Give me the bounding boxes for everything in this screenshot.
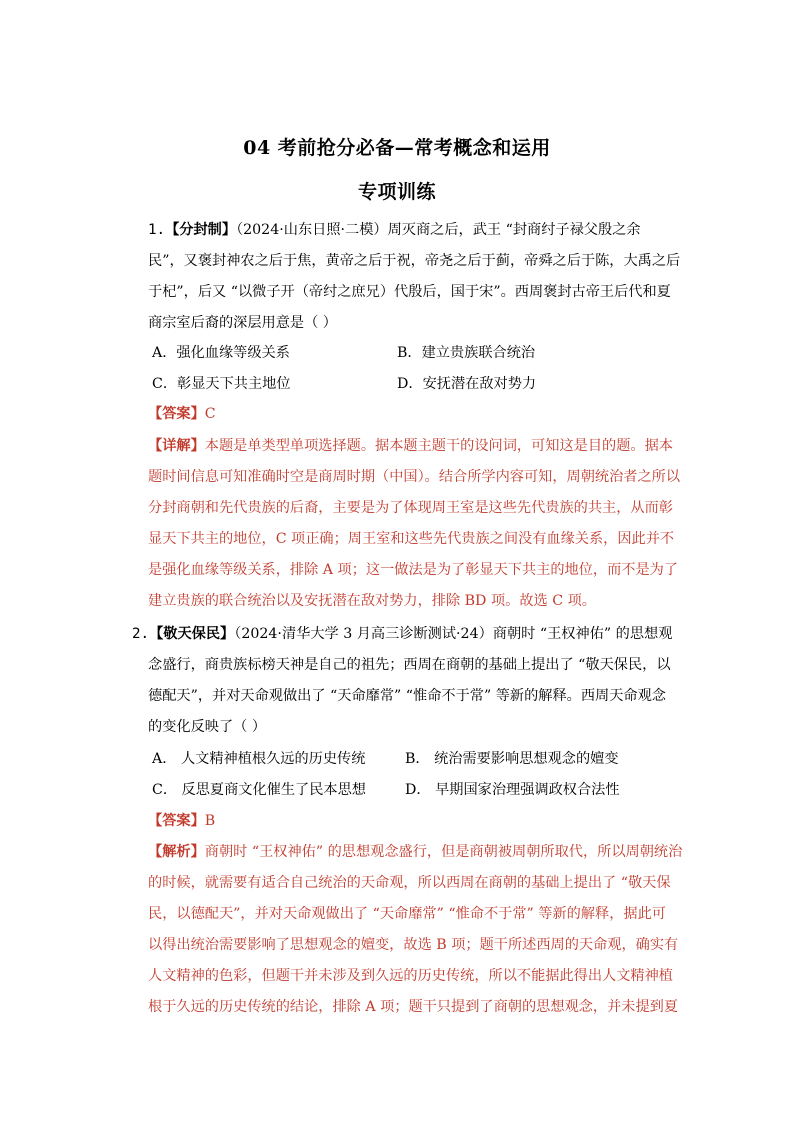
question-2-stem-text-1: （2024·清华大学 3 月高三诊断测试·24）商朝时 “王权神佑” 的思想观 [234, 626, 673, 642]
question-2-stem-line-1 [132, 624, 672, 644]
question-1-stem-line-3: 于杞”，后又 “以微子开（帝纣之庶兄）代殷后，国于宋”。西周褒封古帝王后代和夏 [148, 284, 671, 300]
question-1-explain-text-1: 本题是单类型单项选择题。据本题主题干的设问词，可知这是目的题。据本 [204, 438, 673, 454]
question-1-explain-line-3: 分封商朝和先代贵族的后裔，主要是为了体现周王室是这些先代贵族的共主，从而彰 [148, 500, 673, 516]
question-1-stem-line-1 [148, 220, 641, 240]
question-2-explain-line-3: 民，以德配天”，并对天命观做出了 “天命靡常” “惟命不于常” 等新的解释，据此可 [148, 906, 666, 922]
question-2-answer [148, 811, 215, 831]
question-2-answer-label: 【答案】 [148, 813, 205, 829]
question-1-option-d[interactable]: D．安抚潜在敌对势力 [397, 376, 537, 392]
question-1-option-c[interactable]: C．彰显天下共主地位 [152, 376, 291, 392]
page-subtitle: 专项训练 [357, 181, 436, 203]
question-2-option-c[interactable]: C． 反思夏商文化催生了民本思想 [152, 782, 366, 798]
question-1-stem-line-4: 商宗室后裔的深层用意是（ ） [148, 315, 337, 331]
question-2-option-a[interactable]: A． 人文精神植根久远的历史传统 [152, 751, 366, 767]
question-2-explain-line-4: 以得出统治需要影响了思想观念的嬗变，故选 B 项；题干所述西周的天命观，确实有 [148, 937, 679, 953]
question-2-explain-line-1 [148, 842, 682, 862]
question-2-answer-value: B [204, 813, 216, 829]
question-2-explain-label: 【解析】 [148, 844, 205, 860]
question-2-explain-line-2: 的时候，就需要有适合自己统治的天命观，所以西周在商朝的基础上提出了 “敬天保 [148, 875, 671, 891]
question-1-answer-value: C [204, 406, 216, 422]
question-1-explain-label: 【详解】 [148, 438, 205, 454]
question-1-tag: 【分封制】 [165, 222, 237, 238]
question-2-explain-line-5: 人文精神的色彩，但题干并未涉及到久远的历史传统，所以不能据此得出人文精神植 [148, 968, 673, 984]
question-1-option-a[interactable]: A．强化血缘等级关系 [152, 345, 290, 361]
question-1-answer [148, 404, 216, 424]
question-1-explain-line-5: 是强化血缘等级关系，排除 A 项；这一做法是为了彰显天下共主的地位，而不是为了 [148, 562, 679, 578]
question-1-stem-line-2: 民”，又褒封神农之后于焦，黄帝之后于祝，帝尧之后于蓟，帝舜之后于陈，大禹之后 [148, 253, 681, 269]
question-1-number: 1. [148, 222, 166, 238]
question-1-explain-line-2: 题时间信息可知准确时空是商周时期（中国）。结合所学内容可知，周朝统治者之所以 [148, 469, 681, 485]
question-2-stem-line-2: 念盛行，商贵族标榜天神是自己的祖先；西周在商朝的基础上提出了 “敬天保民，以 [148, 657, 671, 673]
question-1-explain-line-6: 建立贵族的联合统治以及安抚潜在敌对势力，排除 BD 项。故选 C 项。 [148, 593, 596, 609]
question-1-option-b[interactable]: B．建立贵族联合统治 [397, 345, 536, 361]
question-2-explain-text-1: 商朝时 “王权神佑” 的思想观念盛行，但是商朝被周朝所取代，所以周朝统治 [204, 844, 683, 860]
question-1-explain-line-1 [148, 436, 673, 456]
question-1-answer-label: 【答案】 [148, 406, 205, 422]
question-1-explain-line-4: 显天下共主的地位，C 项正确；周王室和这些先代贵族之间没有血缘关系，因此并不 [148, 531, 675, 547]
page-title: 04 考前抢分必备—常考概念和运用 [243, 137, 551, 159]
question-2-stem-line-4: 的变化反映了（ ） [148, 719, 267, 735]
question-2-number: 2. [132, 626, 150, 642]
question-2-option-b[interactable]: B． 统治需要影响思想观念的嬗变 [405, 751, 619, 767]
question-2-explain-line-6: 根于久远的历史传统的结论，排除 A 项；题干只提到了商朝的思想观念，并未提到夏 [148, 999, 679, 1015]
question-2-option-d[interactable]: D． 早期国家治理强调政权合法性 [405, 782, 620, 798]
question-2-tag: 【敬天保民】 [149, 626, 235, 642]
question-2-stem-line-3: 德配天”，并对天命观做出了 “天命靡常” “惟命不于常” 等新的解释。西周天命观念 [148, 688, 666, 704]
question-1-stem-text-1: （2024·山东日照·二模）周灭商之后，武王 “封商纣子禄父殷之余 [236, 222, 641, 238]
